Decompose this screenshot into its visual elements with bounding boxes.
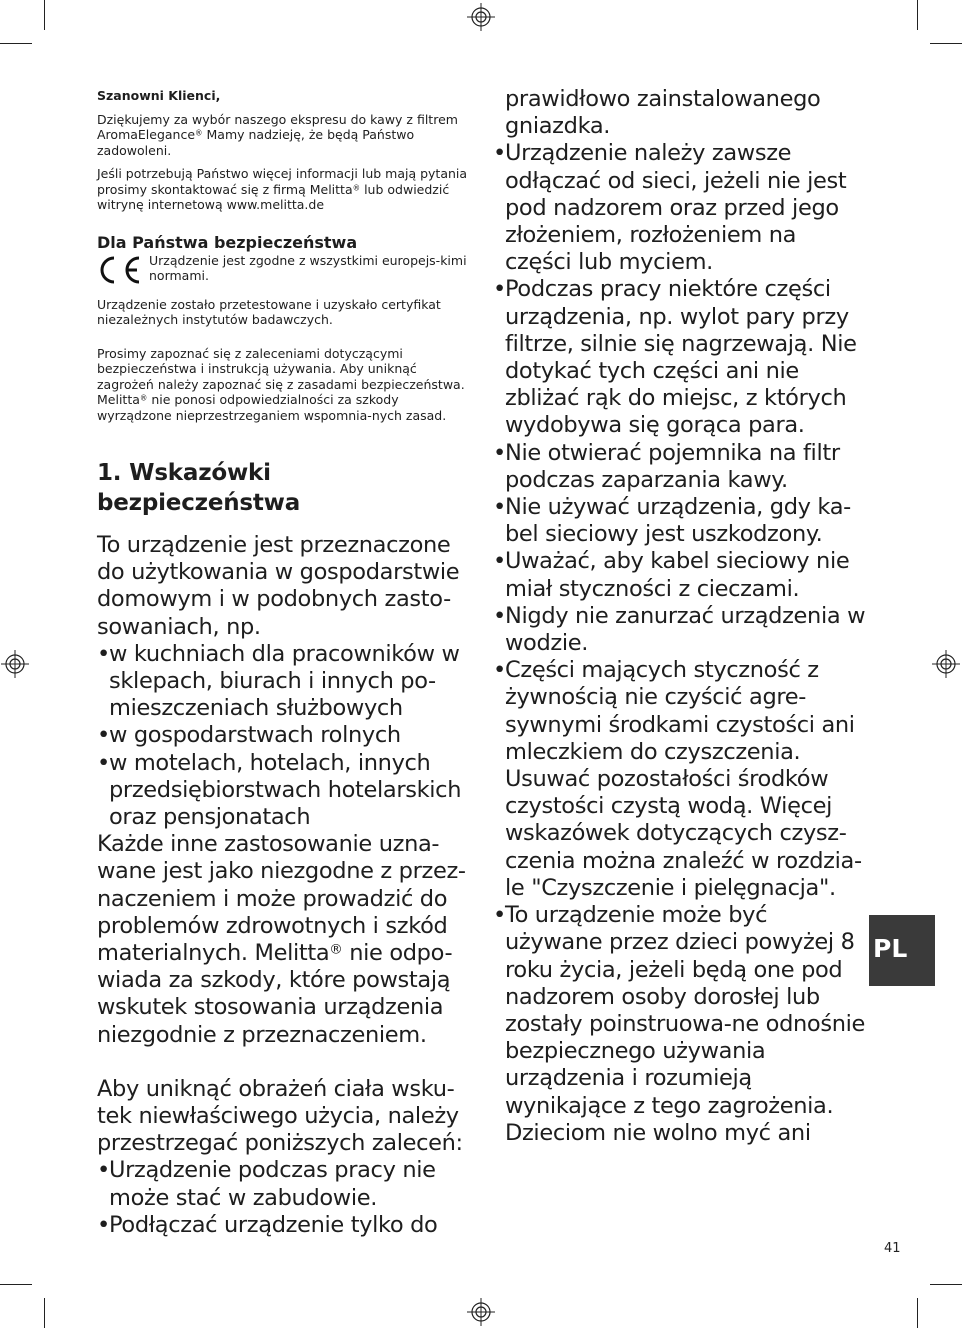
section-heading: 1. Wskazówki bezpieczeństwa bbox=[97, 460, 301, 516]
left-column bbox=[97, 88, 469, 1239]
safety-bullet: • To urządzenie może być używane przez dzieci powyżej 8 roku życia, jeżeli będą one pod nadzorem osoby dorosłej lub zostały poinstruowa-ne odnośnie bezpiecznego używania urządzenia i rozumieją wynikające z tego zagrożenia. Dzieciom nie wolno myć ani bbox=[493, 902, 868, 1147]
use-bullet: • w motelach, hotelach, innych przedsiębiorstwach hotelarskich oraz pensjonatach bbox=[97, 750, 469, 832]
read-instructions-paragraph: Prosimy zapoznać się z zaleceniami dotyczącymi bezpieczeństwa i instrukcją używania. Aby uniknąć zagrożeń należy zapoznać się z zasadami bezpieczeństwa. Melitta® nie ponosi odpowiedzialności za szkody wyrządzone nieprzestrzeganiem wspomnia-nych zasad. bbox=[97, 345, 465, 423]
crop-mark bbox=[0, 43, 32, 44]
registration-mark-icon bbox=[466, 1297, 496, 1327]
safety-bullet: • Części mających styczność z żywnością nie czyścić agre-sywnymi środkami czystości ani mleczkiem do czyszczenia. Usuwać pozostałości środków czystości czystą wodą. Więcej wskazówek dotyczących czysz-czenia można znaleźć w rozdzia-le "Czyszczenie i pielęgnacja". bbox=[493, 657, 868, 902]
use-bullet: • w kuchniach dla pracowników w sklepach, biurach i innych po-mieszczeniach służbowych bbox=[97, 641, 469, 723]
crop-mark bbox=[930, 1284, 962, 1285]
thanks-paragraph: Dziękujemy za wybór naszego ekspresu do kawy z filtrem AromaElegance® Mamy nadzieję, że będą Państwo zadowoleni. bbox=[97, 111, 458, 158]
crop-mark bbox=[917, 0, 918, 30]
crop-mark bbox=[44, 0, 45, 30]
greeting: Szanowni Klienci, bbox=[97, 88, 221, 103]
safety-bullet: • Podczas pracy niektóre części urządzenia, np. wylot pary przy filtrze, silnie się nagrzewają. Nie dotykać tych części ani nie zbliżać rąk do miejsc, z których wydobywa się gorąca para. bbox=[493, 276, 868, 439]
ce-notice bbox=[97, 253, 469, 291]
ce-text: Urządzenie jest zgodne z wszystkimi europejs-kimi normami. bbox=[149, 252, 467, 283]
crop-mark bbox=[44, 1298, 45, 1328]
page-number: 41 bbox=[884, 1241, 901, 1256]
info-paragraph: Jeśli potrzebują Państwo więcej informacji lub mają pytania prosimy skontaktować się z firmą Melitta® lub odwiedzić witrynę internetową www.melitta.de bbox=[97, 166, 468, 212]
safety-bullet: • Nie używać urządzenia, gdy ka-bel sieciowy jest uszkodzony. bbox=[493, 494, 868, 548]
language-tab-label: PL bbox=[873, 934, 908, 963]
safety-bullet: • Uważać, aby kabel sieciowy nie miał styczności z cieczami. bbox=[493, 548, 868, 602]
ce-mark-icon bbox=[97, 255, 143, 285]
safety-heading: Dla Państwa bezpieczeństwa bbox=[97, 232, 358, 252]
continuation-text: prawidłowo zainstalowanego gniazdka. bbox=[505, 86, 821, 140]
misuse-paragraph: Każde inne zastosowanie uzna-wane jest jako niezgodne z przez-naczeniem i może prowadzić do problemów zdrowotnych i szkód materialnych. Melitta® nie odpo-wiada za szkody, które powstają wskutek stosowania urządzenia niezgodnie z przeznaczeniem. bbox=[97, 831, 466, 1048]
safety-bullet: • Nigdy nie zanurzać urządzenia w wodzie. bbox=[493, 603, 868, 657]
crop-mark bbox=[917, 1298, 918, 1328]
use-bullet: • w gospodarstwach rolnych bbox=[97, 722, 469, 749]
registration-mark-icon bbox=[931, 649, 961, 679]
avoid-injury-paragraph: Aby uniknąć obrażeń ciała wsku-tek niewłaściwego użycia, należy przestrzegać poniższych zaleceń: bbox=[97, 1075, 463, 1157]
safety-bullet: • Nie otwierać pojemnika na filtr podczas zaparzania kawy. bbox=[493, 440, 868, 494]
safety-bullet: • Podłączać urządzenie tylko do bbox=[97, 1212, 469, 1239]
language-tab bbox=[869, 915, 935, 986]
intended-use-paragraph: To urządzenie jest przeznaczone do użytkowania w gospodarstwie domowym i w podobnych zasto-sowaniach, np. bbox=[97, 532, 460, 640]
tested-paragraph: Urządzenie zostało przetestowane i uzyskało certyfikat niezależnych instytutów badawczych. bbox=[97, 296, 441, 327]
right-column bbox=[493, 86, 868, 1147]
crop-mark bbox=[930, 43, 962, 44]
crop-mark bbox=[0, 1284, 32, 1285]
safety-bullet: • Urządzenie podczas pracy nie może stać w zabudowie. bbox=[97, 1157, 469, 1211]
registration-mark-icon bbox=[0, 649, 30, 679]
safety-bullet: • Urządzenie należy zawsze odłączać od sieci, jeżeli nie jest pod nadzorem oraz przed jego złożeniem, rozłożeniem na części lub myciem. bbox=[493, 140, 868, 276]
registration-mark-icon bbox=[466, 2, 496, 32]
